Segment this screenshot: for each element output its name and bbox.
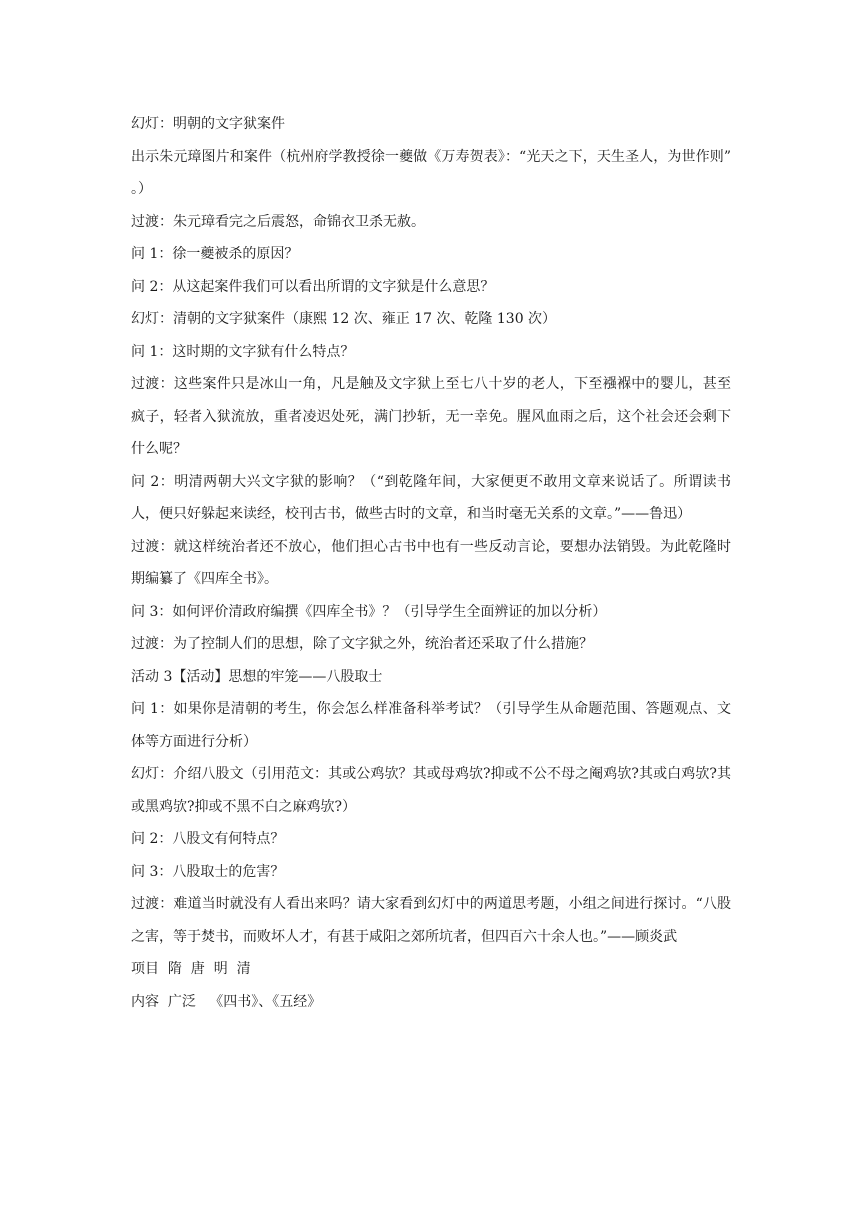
paragraph-zhu-yuanzhang-case: 出示朱元璋图片和案件（杭州府学教授徐一夔做《万寿贺表》：“光天之下，天生圣人，为世作则” 。） bbox=[131, 148, 731, 197]
paragraph-question-features: 问 1：这时期的文字狱有什么特点？ bbox=[131, 343, 355, 360]
paragraph-question-xu-reason: 问 1：徐一夔被杀的原因？ bbox=[131, 246, 299, 262]
paragraph-question-impact-luxun: 问 2：明清两朝大兴文字狱的影响？（“到乾隆年间，大家便更不敢用文章来说话了。所谓读书人，便只好躲起来读经，校刊古书，做些古时的文章，和当时毫无关系的文章。”——鲁迅） bbox=[131, 473, 731, 522]
paragraph-question-harm: 问 3：八股取士的危害？ bbox=[131, 863, 285, 880]
table-row-header: 项目 隋 唐 明 清 bbox=[131, 961, 251, 977]
paragraph-question-evaluate-siku: 问 3：如何评价清政府编撰《四库全书》？（引导学生全面辨证的加以分析） bbox=[131, 603, 607, 620]
paragraph-slide-qing-cases: 幻灯：清朝的文字狱案件（康熙 12 次、雍正 17 次、乾隆 130 次） bbox=[131, 311, 557, 327]
paragraph-activity-3-heading: 活动 3【活动】思想的牢笼——八股取士 bbox=[131, 668, 383, 685]
paragraph-slide-eight-legged: 幻灯：介绍八股文（引用范文：其或公鸡欤？其或母鸡欤?抑或不公不母之阉鸡欤?其或白鸡欤?其或黑鸡欤?抑或不黑不白之麻鸡欤?） bbox=[131, 766, 731, 815]
paragraph-slide-ming-cases: 幻灯：明朝的文字狱案件 bbox=[131, 116, 285, 132]
paragraph-transition-execution: 过渡：朱元璋看完之后震怒，命锦衣卫杀无赦。 bbox=[131, 213, 425, 230]
document-body bbox=[131, 108, 731, 1018]
table-row-content: 内容 广泛 《四书》、《五经》 bbox=[131, 993, 322, 1010]
paragraph-question-meaning: 问 2：从这起案件我们可以看出所谓的文字狱是什么意思？ bbox=[131, 278, 495, 295]
paragraph-question-exam-prep: 问 1：如果你是清朝的考生，你会怎么样准备科举考试？（引导学生从命题范围、答题观点、文体等方面进行分析） bbox=[131, 701, 731, 750]
paragraph-transition-measures: 过渡：为了控制人们的思想，除了文字狱之外，统治者还采取了什么措施？ bbox=[131, 636, 593, 652]
paragraph-question-eight-legged-features: 问 2：八股文有何特点？ bbox=[131, 831, 285, 847]
paragraph-transition-gu-yanwu: 过渡：难道当时就没有人看出来吗？请大家看到幻灯中的两道思考题，小组之间进行探讨。“八股之害，等于焚书，而败坏人才，有甚于咸阳之郊所坑者，但四百六十余人也。”——顾炎武 bbox=[131, 896, 731, 945]
paragraph-transition-siku: 过渡：就这样统治者还不放心，他们担心古书中也有一些反动言论，要想办法销毁。为此乾隆时期编纂了《四库全书》。 bbox=[131, 538, 731, 587]
paragraph-transition-tip-of-iceberg: 过渡：这些案件只是冰山一角，凡是触及文字狱上至七八十岁的老人，下至襁褓中的婴儿，甚至疯子，轻者入狱流放，重者凌迟处死，满门抄斩，无一幸免。腥风血雨之后，这个社会还会剩下什么呢？ bbox=[131, 376, 731, 457]
